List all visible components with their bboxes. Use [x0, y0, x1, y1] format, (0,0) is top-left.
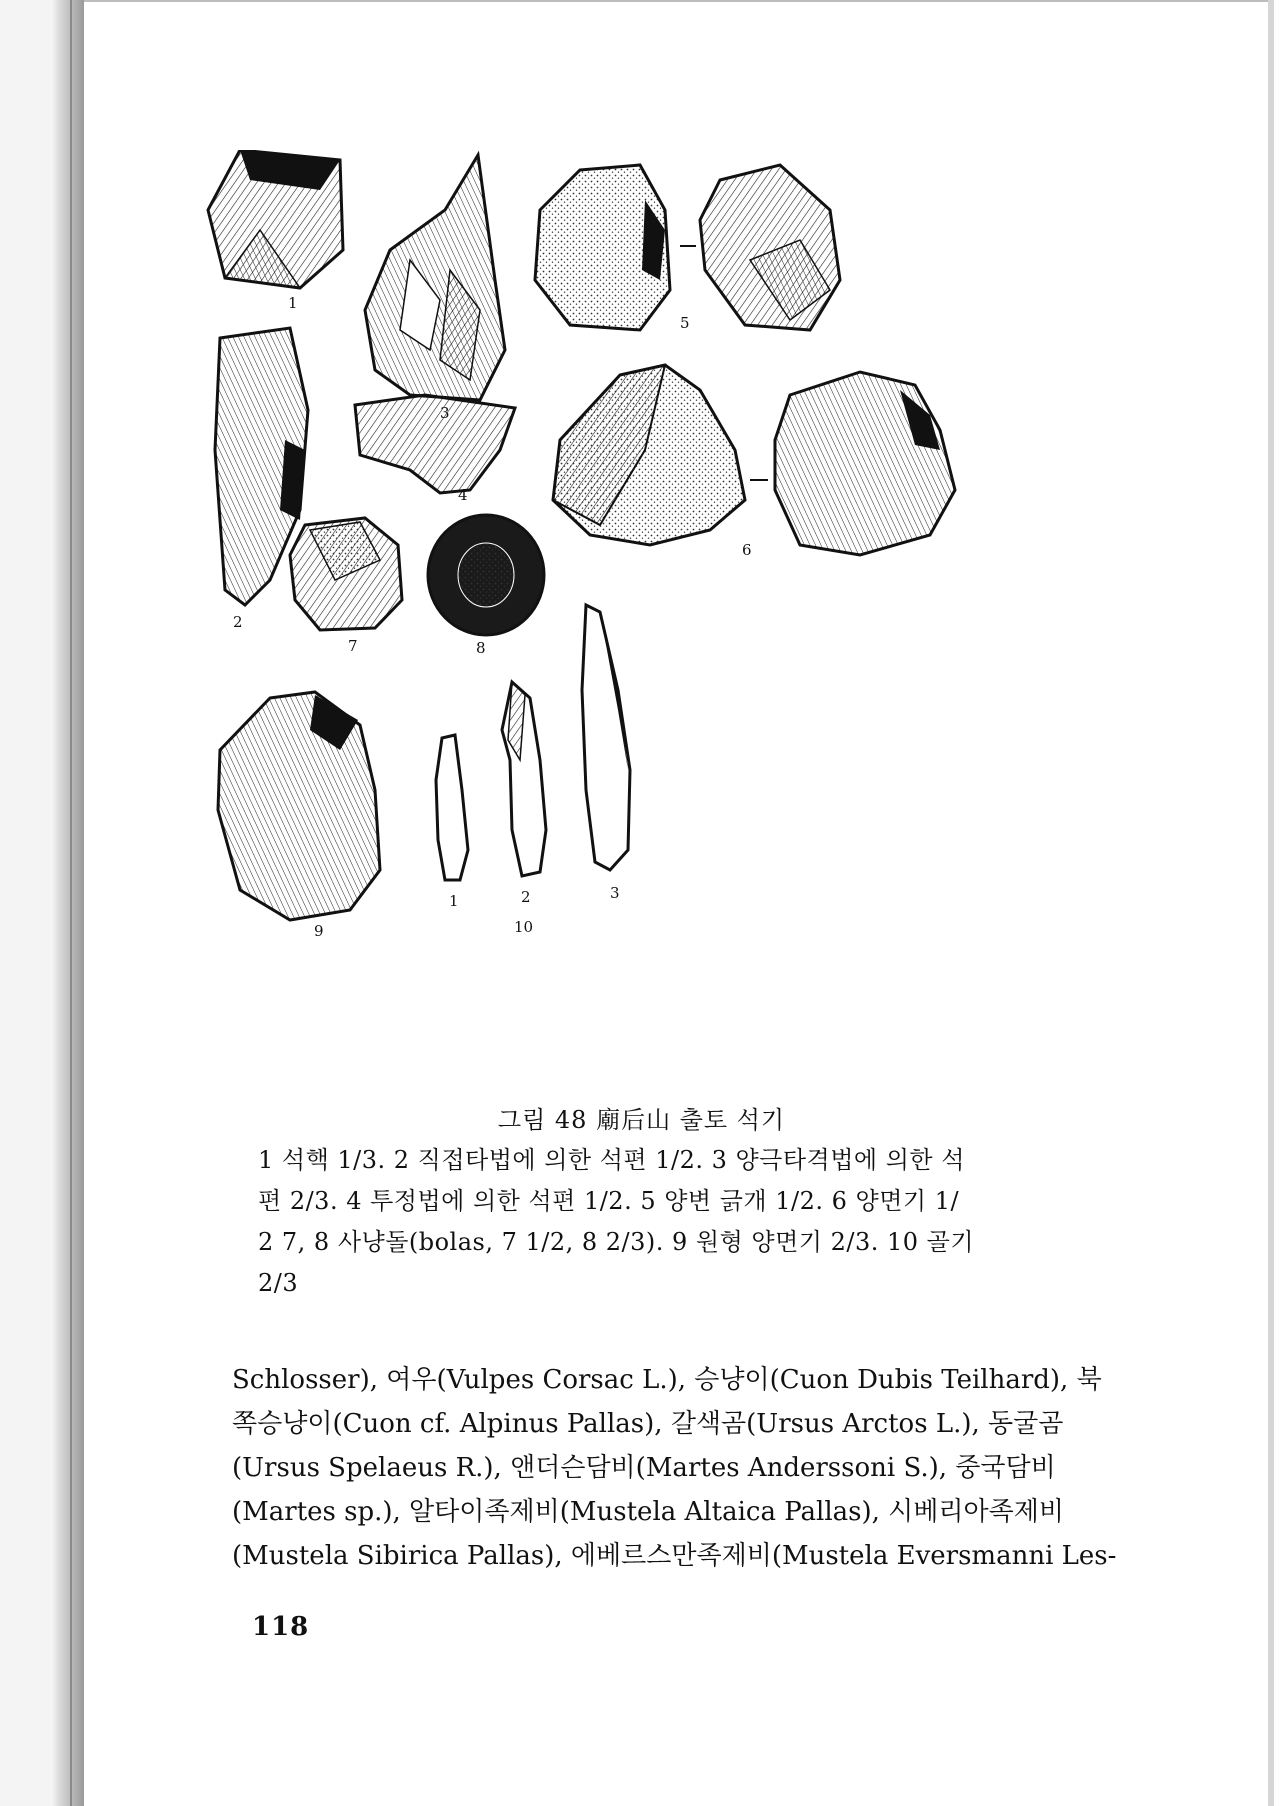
body-line: Schlosser), 여우(Vulpes Corsac L.), 승냥이(Cuon Dubis Teilhard), 북: [232, 1365, 1102, 1395]
artifact-10-3-label: 3: [610, 884, 620, 902]
artifact-9-label: 9: [314, 922, 324, 940]
stone-tools-figure: [140, 150, 1130, 1090]
body-text: [232, 1358, 1132, 1578]
artifact-2-label: 2: [233, 613, 243, 631]
artifact-1: [208, 150, 343, 312]
artifact-4: [355, 395, 515, 504]
artifact-8-label: 8: [476, 639, 486, 657]
artifact-5: [535, 165, 840, 332]
artifact-10-1-label: 1: [449, 892, 459, 910]
artifact-8: [428, 515, 544, 657]
artifact-10-3: [582, 605, 630, 902]
artifact-6: [553, 365, 955, 559]
artifact-10-1: [436, 735, 468, 910]
artifact-5-label: 5: [680, 314, 690, 332]
artifact-7: [290, 518, 402, 655]
caption-line: 2/3: [258, 1269, 299, 1297]
figure-caption-body: [258, 1140, 1114, 1304]
spine-line: [70, 0, 72, 1806]
artifact-4-label: 4: [458, 486, 468, 504]
artifact-10-2-label: 2: [521, 888, 531, 906]
page-number: 118: [252, 1612, 310, 1642]
artifact-10-2: [502, 682, 546, 906]
caption-line: 편 2/3. 4 투정법에 의한 석편 1/2. 5 양변 긁개 1/2. 6 양면기 1/: [258, 1187, 960, 1215]
figure-caption-title: 그림 48 廟后山 출토 석기: [497, 1106, 786, 1134]
body-line: (Ursus Spelaeus R.), 앤더슨담비(Martes Anderssoni S.), 중국담비: [232, 1453, 1056, 1483]
body-line: 쪽승냥이(Cuon cf. Alpinus Pallas), 갈색곰(Ursus Arctos L.), 동굴곰: [232, 1409, 1064, 1439]
artifact-6-label: 6: [742, 541, 752, 559]
artifact-3: [365, 155, 505, 422]
artifact-9: [218, 692, 380, 940]
caption-line: 1 석핵 1/3. 2 직접타법에 의한 석편 1/2. 3 양극타격법에 의한 석: [258, 1146, 965, 1174]
body-line: (Martes sp.), 알타이족제비(Mustela Altaica Pallas), 시베리아족제비: [232, 1497, 1064, 1527]
caption-line: 2 7, 8 사냥돌(bolas, 7 1/2, 8 2/3). 9 원형 양면기 2/3. 10 골기: [258, 1228, 975, 1256]
body-line: (Mustela Sibirica Pallas), 에베르스만족제비(Mustela Eversmanni Les-: [232, 1541, 1117, 1571]
artifact-7-label: 7: [348, 637, 358, 655]
artifact-1-label: 1: [288, 294, 298, 312]
artifact-10-label: 10: [514, 918, 534, 936]
